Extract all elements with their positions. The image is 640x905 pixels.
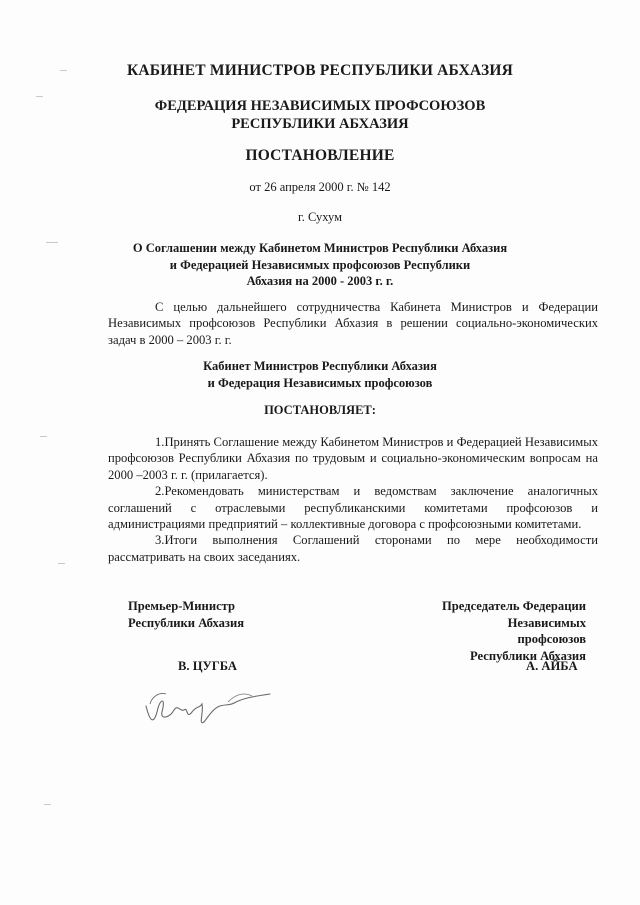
subject-line3: Абхазия на 2000 - 2003 г. г. [246, 274, 394, 288]
right-title-line1: Председатель Федерации [441, 599, 586, 613]
city: г. Сухум [297, 210, 342, 224]
federation-heading-line1: ФЕДЕРАЦИЯ НЕЗАВИСИМЫХ ПРОФСОЮЗОВ [154, 98, 486, 114]
right-signatory-name: А. АЙБА [526, 659, 578, 673]
left-signatory-name: В. ЦУГБА [178, 659, 238, 673]
preamble [108, 299, 598, 348]
federation-heading-line2: РЕСПУБЛИКИ АБХАЗИЯ [231, 116, 409, 132]
subject-line2: и Федерацией Независимых профсоюзов Республики [169, 257, 471, 272]
resolution-item-3: 3.Итоги выполнения Соглашений сторонами по мере необходимости рассматривать на своих заседаниях. [108, 533, 598, 564]
scan-mark [40, 436, 47, 437]
issuers [0, 358, 640, 391]
right-signatory-title [436, 598, 586, 664]
document-type: ПОСТАНОВЛЕНИЕ [245, 147, 395, 164]
issuers-line1: Кабинет Министров Республики Абхазия [203, 359, 437, 373]
resolves-heading: ПОСТАНОВЛЯЕТ: [264, 403, 376, 417]
date-and-number: от 26 апреля 2000 г. № 142 [249, 180, 391, 194]
resolution-items [108, 434, 598, 565]
scan-mark [60, 70, 67, 71]
left-signatory-title [128, 598, 244, 631]
subject-title [0, 240, 640, 290]
cabinet-heading: КАБИНЕТ МИНИСТРОВ РЕСПУБЛИКИ АБХАЗИЯ [126, 62, 514, 79]
right-title-line2: Независимых профсоюзов [507, 615, 586, 646]
scan-mark [36, 96, 43, 97]
resolution-item-1: 1.Принять Соглашение между Кабинетом Министров и Федерацией Независимых профсоюзов Республики Абхазия по трудовым и социально-экономическим вопросам на 2000 –2003 г. г. (прилагается). [108, 435, 598, 482]
right-title-line3: Республики Абхазия [469, 648, 586, 663]
handwritten-signature [140, 682, 280, 732]
federation-heading [0, 97, 640, 133]
scan-mark [58, 563, 65, 564]
scan-mark [46, 242, 58, 243]
preamble-text: С целью дальнейшего сотрудничества Кабинета Министров и Федерации Независимых профсоюзов Республики Абхазия в решении социально-экономических задач в 2000 – 2003 г. г. [108, 300, 598, 347]
resolution-item-2: 2.Рекомендовать министерствам и ведомствам заключение аналогичных соглашений с отраслевыми республиканскими комитетами профсоюзов и администрациями предприятий – коллективные договора с профсоюзными комитетами. [108, 484, 598, 532]
subject-line1: О Соглашении между Кабинетом Министров Республики Абхазия [132, 241, 508, 255]
scan-mark [44, 804, 51, 805]
left-title-line1: Премьер-Министр [128, 599, 236, 613]
left-title-line2: Республики Абхазия [128, 615, 245, 630]
issuers-line2: и Федерация Независимых профсоюзов [207, 375, 433, 390]
